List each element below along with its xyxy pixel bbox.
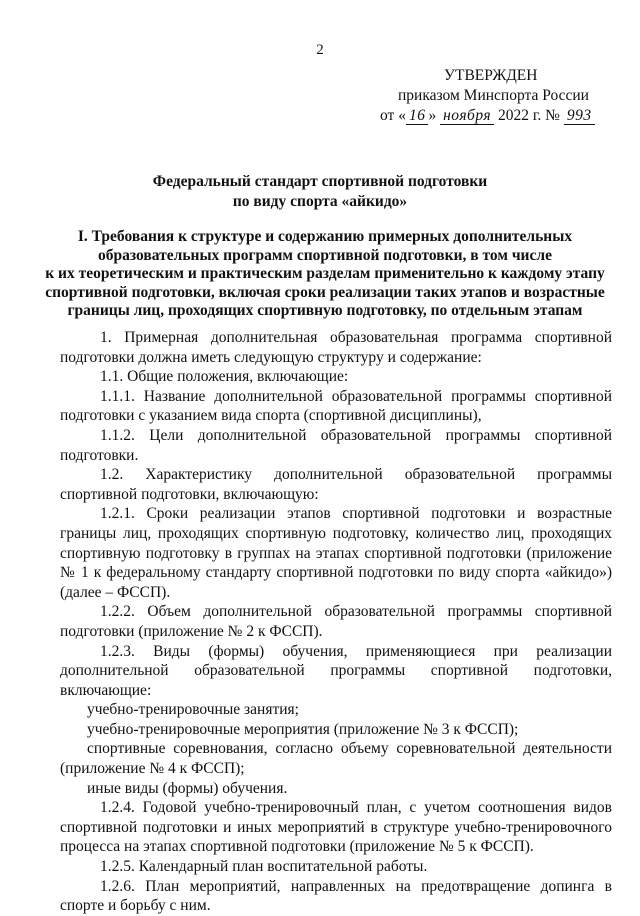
title-line-1: Федеральный стандарт спортивной подготовки bbox=[152, 173, 488, 190]
paragraph-1-2-3: 1.2.3. Виды (формы) обучения, применяющиеся при реализации дополнительной образовательной программы спортивной подготовки, включающие: bbox=[60, 642, 612, 699]
paragraph-1-2-1: 1.2.1. Сроки реализации этапов спортивной подготовки и возрастные границы лиц, проходящих спортивную подготовку, количество лиц, проходящих спортивную подготовку в группах на этапах спортивной подготовки (приложение № 1 к федеральному стандарту спортивной подготовки по виду спорта «айкидо») (далее – ФССП). bbox=[60, 505, 612, 601]
paragraph-1-2-2: 1.2.2. Объем дополнительной образовательной программы спортивной подготовки (приложение № 2 к ФССП). bbox=[60, 603, 612, 640]
section-line-1: I. Требования к структуре и содержанию примерных дополнительных bbox=[77, 228, 573, 245]
approval-day-handwritten: 16 bbox=[406, 107, 429, 125]
approval-date-mid: » bbox=[428, 107, 437, 124]
section-line-3: к их теоретическим и практическим разделам применительно к каждому этапу bbox=[45, 265, 605, 282]
approval-year-text: 2022 г. № bbox=[497, 107, 560, 124]
document-body bbox=[60, 328, 612, 916]
list-item-competitions: спортивные соревнования, согласно объему соревновательной деятельности (приложение № 4 к ФССП); bbox=[60, 740, 612, 778]
paragraph-1-2-6: 1.2.6. План мероприятий, направленных на предотвращение допинга в спорте и борьбу с ним. bbox=[60, 877, 612, 915]
approval-heading: УТВЕРЖДЕН bbox=[444, 67, 538, 84]
section-line-2: образовательных программ спортивной подготовки, в том числе bbox=[98, 246, 552, 264]
paragraph-1-1-2: 1.1.2. Цели дополнительной образовательной программы спортивной подготовки. bbox=[60, 426, 612, 464]
paragraph-1-2-4: 1.2.4. Годовой учебно-тренировочный план, с учетом соотношения видов спортивной подготовки и иных мероприятий в структуре учебно-тренировочного процесса на этапах спортивной подготовки (приложение № 5 к ФССП). bbox=[60, 799, 612, 856]
page-number: 2 bbox=[316, 42, 324, 58]
paragraph-1: 1. Примерная дополнительная образовательная программа спортивной подготовки должна иметь следующую структуру и содержание: bbox=[60, 329, 612, 366]
list-item-training-events: учебно-тренировочные мероприятия (приложение № 3 к ФССП); bbox=[87, 720, 519, 738]
approval-block bbox=[380, 66, 630, 126]
approval-order: приказом Минспорта России bbox=[398, 87, 589, 104]
section-line-5: границы лиц, проходящих спортивную подготовку, по отдельным этапам bbox=[67, 302, 583, 319]
approval-number-handwritten: 993 bbox=[564, 107, 595, 125]
paragraph-1-2-5: 1.2.5. Календарный план воспитательной работы. bbox=[100, 858, 428, 876]
section-heading bbox=[40, 228, 610, 321]
section-line-4: спортивной подготовки, включая сроки реализации таких этапов и возрастные bbox=[45, 283, 605, 301]
title-line-2: по виду спорта «айкидо» bbox=[232, 193, 408, 210]
paragraph-1-1-1: 1.1.1. Название дополнительной образовательной программы спортивной подготовки с указанием вида спорта (спортивной дисциплины), bbox=[60, 387, 612, 425]
approval-month-handwritten: ноября bbox=[440, 107, 494, 125]
list-item-training-sessions: учебно-тренировочные занятия; bbox=[87, 701, 299, 719]
document-title bbox=[40, 172, 600, 212]
paragraph-1-1: 1.1. Общие положения, включающие: bbox=[100, 368, 349, 386]
list-item-other-forms: иные виды (формы) обучения. bbox=[87, 779, 288, 797]
paragraph-1-2: 1.2. Характеристику дополнительной образовательной программы спортивной подготовки, включающую: bbox=[60, 466, 612, 503]
approval-date-line bbox=[380, 106, 630, 126]
approval-date-prefix: от « bbox=[380, 107, 406, 124]
